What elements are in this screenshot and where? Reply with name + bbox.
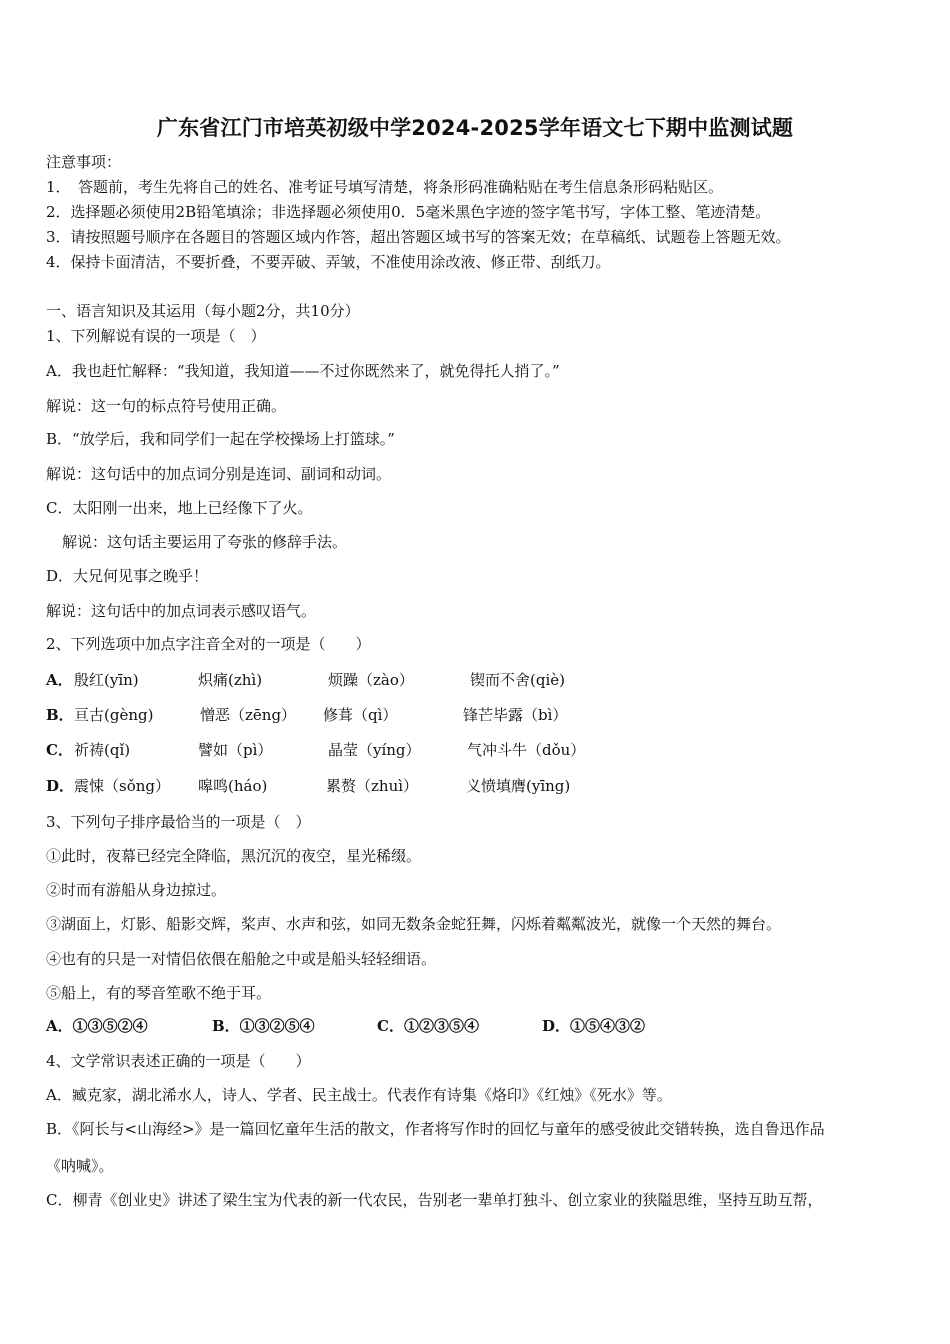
q2-item: 义愤填膺(yīng) [466,777,571,795]
q4-option-a: A．臧克家，湖北浠水人，诗人、学者、民主战士。代表作有诗集《烙印》《红烛》《死水》等。 [46,1086,672,1104]
q1-option-b-explanation: 解说：这句话中的加点词分别是连词、副词和动词。 [46,465,392,483]
page-title: 广东省江门市培英初级中学2024-2025学年语文七下期中监测试题 [156,116,794,140]
q3-option-b: B．①③②⑤④ [212,1017,315,1035]
q2-row-label: C． [46,741,73,759]
q2-item: 修葺（qì） [323,706,398,724]
q2-stem: 2、下列选项中加点字注音全对的一项是（ ） [46,635,371,653]
q2-item: 累赘（zhuì） [326,777,419,795]
q4-option-c: C．柳青《创业史》讲述了梁生宝为代表的新一代农民，告别老一辈单打独斗、创立家业的狭隘思维，坚持互助互帮， [46,1191,823,1209]
q2-item: 憎恶（zēng） [200,706,297,724]
notice-item-2: 2．选择题必须使用2B铅笔填涂；非选择题必须使用0．5毫米黑色字迹的签字笔书写，字体工整、笔迹清楚。 [46,203,771,221]
q2-row-label: D． [46,777,75,795]
q2-item: 气冲斗牛（dǒu） [467,741,586,759]
q2-row-label: A． [46,671,73,689]
q2-item: 锲而不舍(qiè) [470,671,565,689]
q2-item: 亘古(gèng) [74,706,154,724]
q1-option-c-explanation: 解说：这句话主要运用了夸张的修辞手法。 [62,533,348,551]
q3-option-c: C．①②③⑤④ [377,1017,479,1035]
q2-item: 烦躁（zào） [328,671,414,689]
q1-option-c: C．太阳刚一出来，地上已经像下了火。 [46,499,313,517]
q1-option-a: A．我也赶忙解释：“我知道，我知道——不过你既然来了，就免得托人捎了。” [46,362,560,380]
notice-item-4: 4．保持卡面清洁，不要折叠，不要弄破、弄皱，不准使用涂改液、修正带、刮纸刀。 [46,253,611,271]
q1-option-b: B．“放学后，我和同学们一起在学校操场上打篮球。” [46,430,395,448]
q2-item: 锋芒毕露（bì） [463,706,568,724]
q4-option-b: B．《阿长与<山海经>》是一篇回忆童年生活的散文，作者将写作时的回忆与童年的感受彼此交错转换，选自鲁迅作品 [46,1120,825,1138]
q3-stem: 3、下列句子排序最恰当的一项是（ ） [46,813,311,831]
notice-item-3: 3．请按照题号顺序在各题目的答题区域内作答，超出答题区域书写的答案无效；在草稿纸、试题卷上答题无效。 [46,228,791,246]
q4-option-b-continued: 《呐喊》。 [46,1157,114,1175]
q2-row-label: B． [46,706,74,724]
q3-sentence-4: ④也有的只是一对情侣依偎在船舱之中或是船头轻轻细语。 [46,950,437,968]
q3-option-a: A．①③⑤②④ [46,1017,148,1035]
q3-sentence-3: ③湖面上，灯影、船影交辉，桨声、水声和弦，如同无数条金蛇狂舞，闪烁着粼粼波光，就像一个天然的舞台。 [46,915,782,933]
notice-item-1: 1． 答题前，考生先将自己的姓名、准考证号填写清楚，将条形码准确粘贴在考生信息条形码粘贴区。 [46,178,724,196]
q2-item: 譬如（pì） [198,741,273,759]
q2-item: 嗥鸣(háo) [198,777,268,795]
q2-item: 震悚（sǒng） [74,777,170,795]
q3-sentence-5: ⑤船上，有的琴音笙歌不绝于耳。 [46,984,272,1002]
q1-option-d-explanation: 解说：这句话中的加点词表示感叹语气。 [46,602,317,620]
q4-stem: 4、文学常识表述正确的一项是（ ） [46,1052,311,1070]
q2-item: 晶莹（yíng） [328,741,421,759]
section-heading: 一、语言知识及其运用（每小题2分，共10分） [46,302,360,320]
q2-item: 殷红(yīn) [74,671,139,689]
q3-sentence-2: ②时而有游船从身边掠过。 [46,881,227,899]
q2-item: 祈祷(qǐ) [74,741,131,759]
q1-stem: 1、下列解说有误的一项是（ ） [46,327,266,345]
notice-heading: 注意事项： [46,153,122,171]
q2-item: 炽痛(zhì) [198,671,263,689]
q1-option-a-explanation: 解说：这一句的标点符号使用正确。 [46,397,287,415]
q1-option-d: D．大兄何见事之晚乎！ [46,567,209,585]
q3-option-d: D．①⑤④③② [542,1017,646,1035]
q3-sentence-1: ①此时，夜幕已经完全降临，黑沉沉的夜空，星光稀缀。 [46,847,422,865]
